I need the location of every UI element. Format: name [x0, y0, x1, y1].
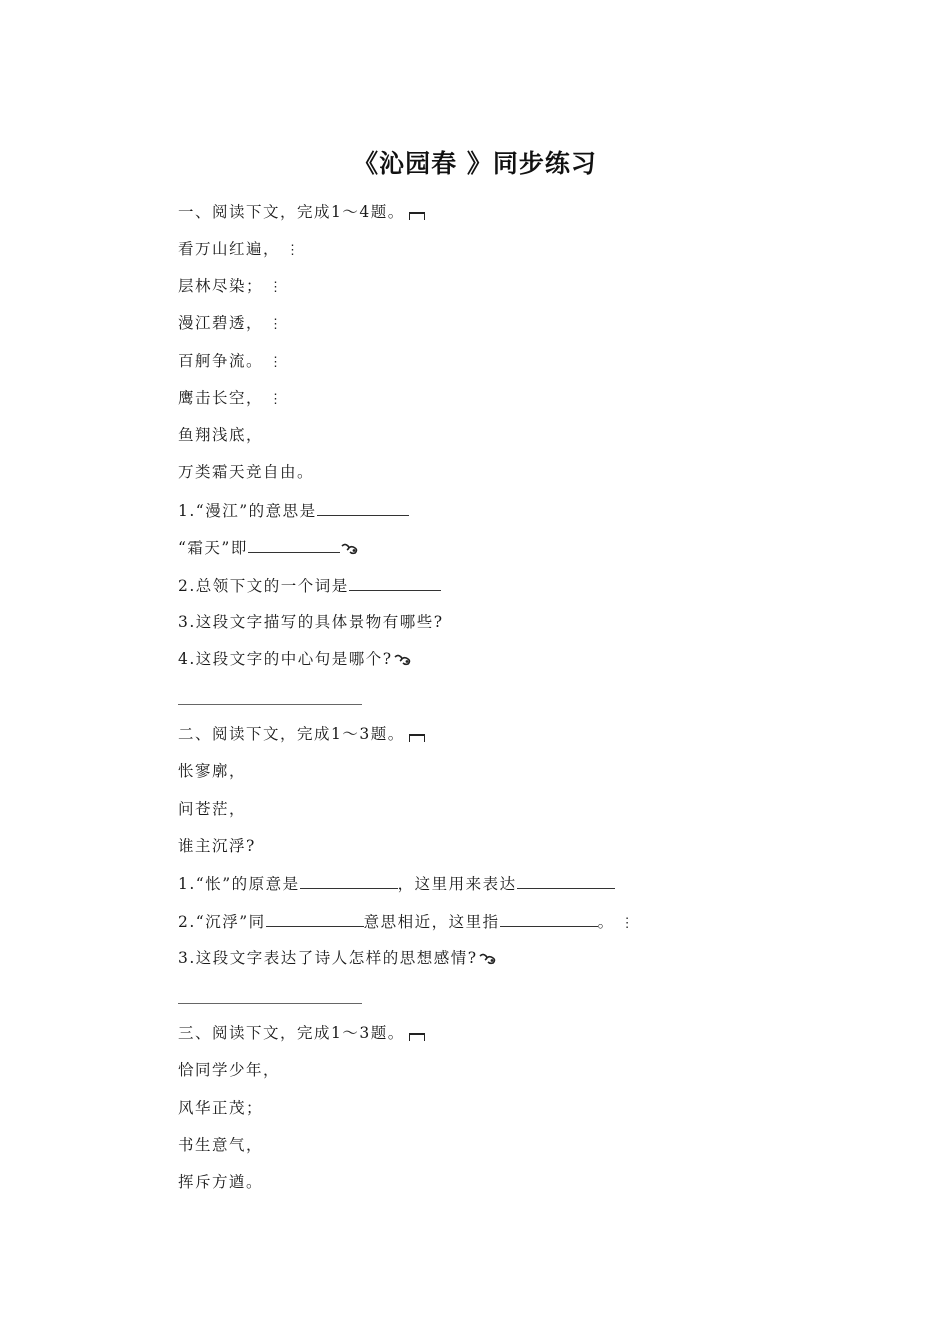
poem-line: [178, 1059, 280, 1081]
dots-mark-icon: ⋮: [269, 280, 284, 295]
question-text: 意思相近，这里指: [363, 913, 500, 931]
question-4: [178, 648, 412, 670]
question-3: [178, 611, 444, 633]
poem-line-text: 鹰击长空，: [178, 389, 264, 407]
dots-mark-icon: ⋮: [286, 243, 301, 258]
answer-blank[interactable]: [248, 536, 340, 553]
question-text: 3.这段文字表达了诗人怎样的思想感情?: [178, 949, 478, 967]
s2-question-3: [178, 947, 497, 969]
poem-line-text: 怅寥廓，: [178, 762, 247, 780]
question-text: 2.总领下文的一个词是: [178, 577, 349, 595]
question-text: 1.“怅”的原意是: [178, 875, 300, 893]
question-text: 。: [597, 913, 615, 931]
section3-heading: [178, 1022, 425, 1044]
poem-line-text: 风华正茂；: [178, 1099, 264, 1117]
answer-line[interactable]: [178, 704, 362, 705]
question-2: [178, 574, 441, 596]
answer-blank[interactable]: [266, 910, 364, 927]
poem-line: [178, 798, 246, 820]
answer-line[interactable]: [178, 1003, 362, 1004]
bracket-mark-icon: [409, 1033, 425, 1041]
dots-mark-icon: ⋮: [269, 355, 284, 370]
section2-heading: [178, 723, 425, 745]
s2-question-1: [178, 872, 615, 894]
question-text: 3.这段文字描写的具体景物有哪些?: [178, 613, 444, 631]
poem-line-text: 书生意气，: [178, 1136, 264, 1154]
poem-line: [178, 760, 246, 782]
dots-mark-icon: ⋮: [269, 317, 284, 332]
answer-blank[interactable]: [500, 910, 598, 927]
question-1a: [178, 499, 409, 521]
section1-heading-text: 一、阅读下文，完成1～4题。: [178, 203, 405, 221]
poem-line-text: 挥斥方遒。: [178, 1173, 264, 1191]
poem-line-text: 恰同学少年，: [178, 1061, 281, 1079]
poem-line: [178, 387, 284, 409]
section3-heading-text: 三、阅读下文，完成1～3题。: [178, 1024, 405, 1042]
page-title: 《沁园春 》同步练习: [353, 149, 597, 178]
question-text: 1.“漫江”的意思是: [178, 502, 317, 520]
bracket-mark-icon: [409, 212, 425, 220]
poem-line: [178, 1097, 263, 1119]
poem-line-text: 看万山红遍，: [178, 240, 281, 258]
poem-line-text: 万类霜天竞自由。: [178, 463, 315, 481]
dots-mark-icon: ⋮: [269, 392, 284, 407]
question-text: “霜天”即: [178, 539, 248, 557]
poem-line: [178, 1134, 263, 1156]
poem-line: [178, 424, 263, 446]
answer-blank[interactable]: [300, 872, 398, 889]
question-1b: [178, 536, 359, 558]
poem-line-text: 问苍茫，: [178, 800, 247, 818]
poem-line: [178, 350, 284, 372]
s2-question-2: [178, 910, 636, 932]
poem-line: [178, 835, 256, 857]
poem-line-text: 鱼翔浅底，: [178, 426, 264, 444]
section1-heading: [178, 201, 425, 223]
answer-blank[interactable]: [317, 499, 409, 516]
squiggle-mark-icon: [341, 542, 359, 556]
poem-line: [178, 238, 301, 260]
question-text: 4.这段文字的中心句是哪个?: [178, 650, 393, 668]
poem-line: [178, 275, 284, 297]
poem-line: [178, 1171, 263, 1193]
poem-line-text: 漫江碧透，: [178, 314, 264, 332]
question-text: 2.“沉浮”同: [178, 913, 266, 931]
poem-line-text: 谁主沉浮?: [178, 837, 256, 855]
poem-line-text: 层林尽染；: [178, 277, 264, 295]
poem-line: [178, 312, 284, 334]
answer-blank[interactable]: [349, 574, 441, 591]
dots-mark-icon: ⋮: [620, 916, 636, 931]
bracket-mark-icon: [409, 734, 425, 742]
answer-blank[interactable]: [517, 872, 615, 889]
squiggle-mark-icon: [479, 952, 497, 966]
question-text: ，这里用来表达: [397, 875, 517, 893]
poem-line: [178, 461, 314, 483]
poem-line-text: 百舸争流。: [178, 352, 264, 370]
squiggle-mark-icon: [394, 653, 412, 667]
section2-heading-text: 二、阅读下文，完成1～3题。: [178, 725, 405, 743]
